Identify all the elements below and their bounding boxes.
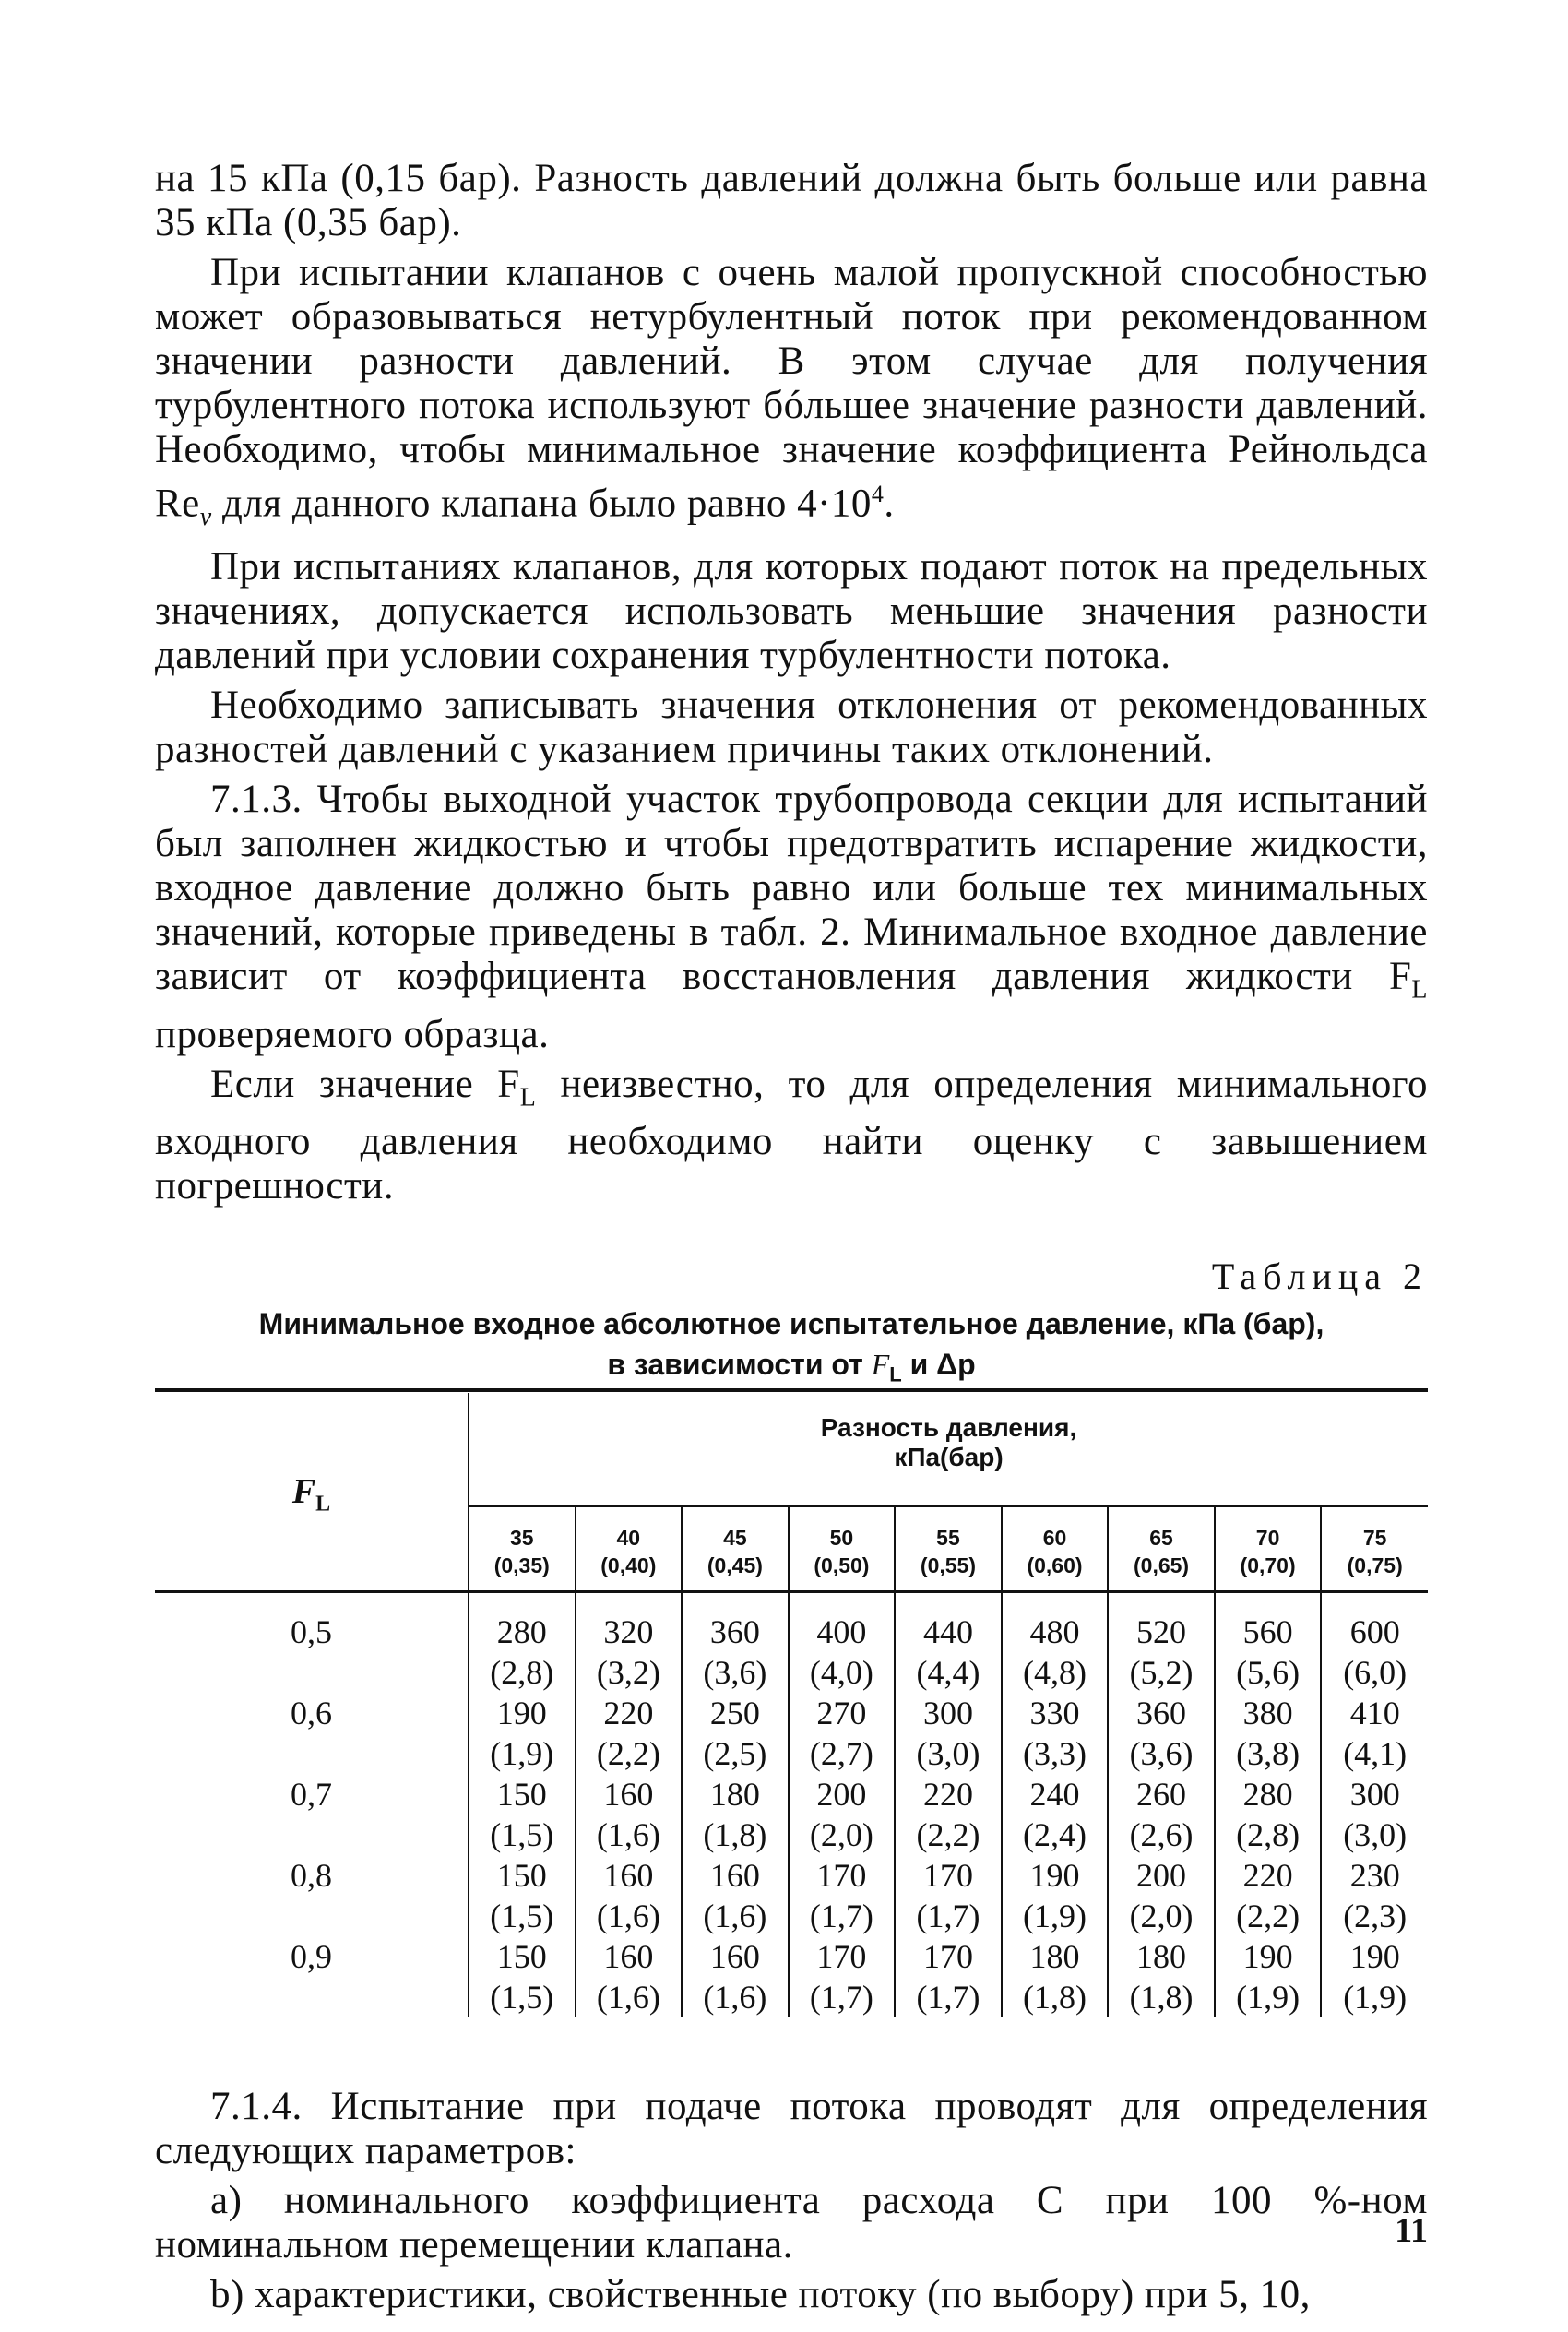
paragraph-5: 7.1.3. Чтобы выходной участок трубопровода секции для испытаний был заполнен жидкостью и чтобы предотвратить испарение жидкости, входное давление должно быть равно или больше тех минимальных значений, которые приведены в табл. 2. Минимальное входное давление зависит от коэффициента восстановления давления жидкости $F_L$ проверяемого образца. — [155, 777, 1428, 1056]
pressure-value: 300 (3,0) — [1343, 1776, 1408, 1853]
column-header: 45 (0,45) — [682, 1506, 789, 1595]
pressure-value: 400 (4,0) — [789, 1612, 896, 1693]
pressure-value: 180 (1,8) — [682, 1774, 789, 1855]
column-header: 55 (0,55) — [895, 1506, 1002, 1595]
pressure-value: 270 (2,7) — [789, 1693, 896, 1774]
table-row — [155, 1612, 1428, 1693]
pressure-value: 160 (1,6) — [576, 1936, 683, 2017]
paragraph-8: а) номинального коэффициента расхода C при 100 %-ном номинальном перемещении клапана. — [155, 2179, 1428, 2267]
pressure-value: 180 (1,8) — [1108, 1936, 1215, 2017]
pressure-value: 150 (1,5) — [469, 1855, 576, 1936]
pressure-value: 280 (2,8) — [1215, 1774, 1322, 1855]
paragraph-9: b) характеристики, свойственные потоку (по выбору) при 5, 10, — [210, 2273, 1311, 2316]
pressure-value: 170 (1,7) — [789, 1936, 896, 2017]
pressure-value: 220 (2,2) — [1215, 1855, 1322, 1936]
pressure-value: 230 (2,3) — [1343, 1857, 1408, 1934]
pressure-value: 160 (1,6) — [682, 1936, 789, 2017]
pressure-value: 520 (5,2) — [1108, 1612, 1215, 1693]
column-header: 75 (0,75) — [1347, 1525, 1403, 1577]
column-header: 60 (0,60) — [1002, 1506, 1109, 1595]
pressure-value: 330 (3,3) — [1002, 1693, 1109, 1774]
fl-value: 0,6 — [155, 1693, 469, 1774]
fl-value: 0,8 — [155, 1855, 469, 1936]
column-header: 70 (0,70) — [1215, 1506, 1322, 1595]
column-header: 50 (0,50) — [789, 1506, 896, 1595]
table-row — [155, 1855, 1428, 1936]
pressure-value: 170 (1,7) — [895, 1936, 1002, 2017]
pressure-value: 440 (4,4) — [895, 1612, 1002, 1693]
pressure-value: 220 (2,2) — [576, 1693, 683, 1774]
paragraph-7: 7.1.4. Испытание при подаче потока проводят для определения следующих параметров: — [155, 2085, 1428, 2172]
table-row — [155, 1936, 1428, 2017]
fl-header: $F_L$ — [155, 1393, 469, 1595]
paragraph-1: на 15 кПа (0,15 бар). Разность давлений должна быть больше или равна 35 кПа (0,35 бар). — [155, 157, 1428, 244]
pressure-value: 240 (2,4) — [1002, 1774, 1109, 1855]
pressure-value: 300 (3,0) — [895, 1693, 1002, 1774]
fl-value: 0,5 — [155, 1612, 469, 1693]
pressure-value: 190 (1,9) — [1343, 1938, 1408, 2016]
paragraph-3: При испытаниях клапанов, для которых подают поток на предельных значениях, допускается использовать меньшие значения разности давлений при условии сохранения турбулентности потока. — [155, 544, 1428, 677]
pressure-value: 600 (6,0) — [1343, 1613, 1408, 1691]
following-text — [155, 2085, 1428, 2323]
pressure-value: 360 (3,6) — [682, 1612, 789, 1693]
pressure-value: 160 (1,6) — [576, 1774, 683, 1855]
pressure-value: 180 (1,8) — [1002, 1936, 1109, 2017]
paragraph-2: При испытании клапанов с очень малой пропускной способностью может образовываться нетурбулентный поток при рекомендованном значении разности давлений. В этом случае для получения турбулентного потока используют бóльшее значение разности давлений. Необходимо, чтобы минимальное значение коэффициента Рейнольдса $Re_v$ для данного клапана было равно $4\cdot 10^4$. — [155, 251, 1428, 531]
pressure-value: 170 (1,7) — [895, 1855, 1002, 1936]
pressure-value: 380 (3,8) — [1215, 1693, 1322, 1774]
pressure-value: 160 (1,6) — [682, 1855, 789, 1936]
table-row — [155, 1693, 1428, 1774]
pressure-value: 560 (5,6) — [1215, 1612, 1322, 1693]
pressure-value: 220 (2,2) — [895, 1774, 1002, 1855]
table-row — [155, 1774, 1428, 1855]
pressure-value: 190 (1,9) — [1215, 1936, 1322, 2017]
pressure-value: 150 (1,5) — [469, 1936, 576, 2017]
column-header: 35 (0,35) — [469, 1506, 576, 1595]
column-header: 40 (0,40) — [576, 1506, 683, 1595]
fl-value: 0,7 — [155, 1774, 469, 1855]
pressure-value: 170 (1,7) — [789, 1855, 896, 1936]
pressure-value: 190 (1,9) — [469, 1693, 576, 1774]
table-label: Таблица 2 — [1211, 1255, 1428, 1297]
pressure-value: 320 (3,2) — [576, 1612, 683, 1693]
pressure-value: 200 (2,0) — [789, 1774, 896, 1855]
pressure-value: 360 (3,6) — [1108, 1693, 1215, 1774]
diff-header: Разность давления, кПа(бар) — [469, 1393, 1428, 1506]
pressure-value: 160 (1,6) — [576, 1855, 683, 1936]
table-title: Минимальное входное абсолютное испытательное давление, кПа (бар), в зависимости от $F_L$ и Δp — [258, 1307, 1324, 1386]
pressure-value: 200 (2,0) — [1108, 1855, 1215, 1936]
pressure-value: 280 (2,8) — [469, 1612, 576, 1693]
pressure-value: 150 (1,5) — [469, 1774, 576, 1855]
pressure-value: 190 (1,9) — [1002, 1855, 1109, 1936]
fl-value: 0,9 — [155, 1936, 469, 2017]
pressure-value: 480 (4,8) — [1002, 1612, 1109, 1693]
pressure-value: 260 (2,6) — [1108, 1774, 1215, 1855]
table-caption — [155, 1255, 1428, 1395]
paragraph-4: Необходимо записывать значения отклонения от рекомендованных разностей давлений с указанием причины таких отклонений. — [155, 683, 1428, 771]
pressure-table — [155, 1393, 1428, 2017]
paragraph-6: Если значение $F_L$ неизвестно, то для определения минимального входного давления необходимо найти оценку с завышением погрешности. — [155, 1062, 1428, 1208]
table-top-rule — [155, 1388, 1428, 1392]
column-header: 65 (0,65) — [1108, 1506, 1215, 1595]
page-number: 11 — [1395, 2211, 1428, 2250]
pressure-value: 250 (2,5) — [682, 1693, 789, 1774]
pressure-value: 410 (4,1) — [1343, 1695, 1408, 1772]
